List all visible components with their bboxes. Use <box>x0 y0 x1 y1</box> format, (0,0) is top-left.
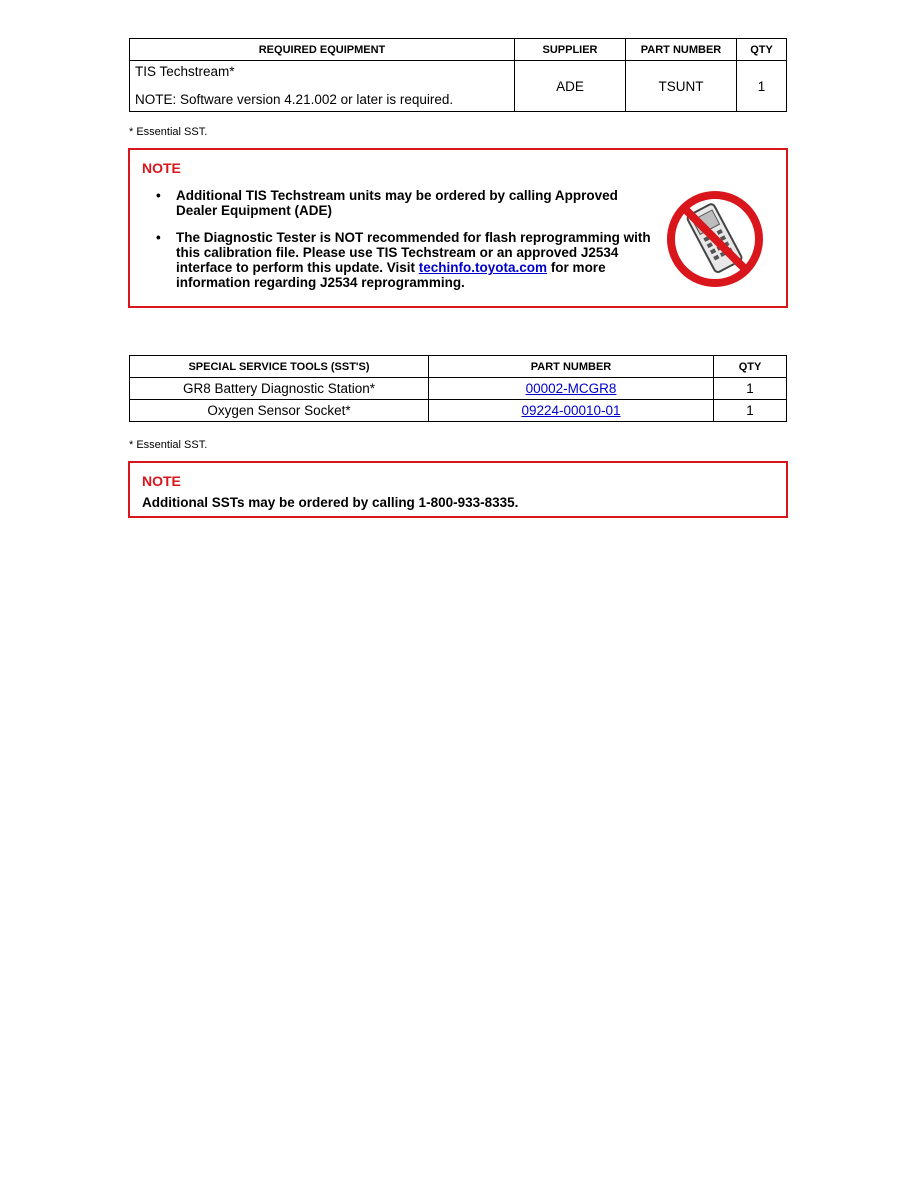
no-diagnostic-tester-icon <box>664 188 766 290</box>
equipment-note: NOTE: Software version 4.21.002 or later is required. <box>135 92 454 107</box>
note-title: NOTE <box>142 160 181 176</box>
qty-cell: 1 <box>714 400 787 422</box>
note-title: NOTE <box>142 473 181 489</box>
note-box <box>128 148 788 308</box>
table-row <box>130 378 787 400</box>
equipment-item: TIS Techstream* <box>135 64 235 79</box>
col-part-number: PART NUMBER <box>429 356 714 378</box>
bullet-icon: • <box>156 230 161 245</box>
qty-cell: 1 <box>737 61 787 112</box>
note-bullet-list <box>156 188 656 302</box>
part-number-link[interactable]: 09224-00010-01 <box>521 403 621 418</box>
tool-cell: Oxygen Sensor Socket* <box>130 400 429 422</box>
col-required-equipment: REQUIRED EQUIPMENT <box>130 39 515 61</box>
part-number-cell: TSUNT <box>626 61 737 112</box>
col-part-number: PART NUMBER <box>626 39 737 61</box>
equipment-cell <box>130 61 515 112</box>
part-number-cell <box>429 400 714 422</box>
note-bullet-text-end: for more information regarding J2534 reprogramming. <box>176 260 606 290</box>
col-qty: QTY <box>737 39 787 61</box>
bullet-icon: • <box>156 188 161 203</box>
note-bullet <box>156 230 656 290</box>
required-equipment-table <box>129 38 787 112</box>
techinfo-link[interactable]: techinfo.toyota.com <box>418 260 548 275</box>
table-row <box>130 61 787 112</box>
note-box <box>128 461 788 518</box>
note-bullet-text: Additional TIS Techstream units may be ordered by calling Approved Dealer Equipment (ADE) <box>176 188 618 218</box>
footnote-essential-sst: * Essential SST. <box>129 439 208 451</box>
supplier-cell: ADE <box>515 61 626 112</box>
footnote-essential-sst: * Essential SST. <box>129 126 208 138</box>
note-text: Additional SSTs may be ordered by calling 1-800-933-8335. <box>142 495 519 510</box>
note-bullet <box>156 188 656 218</box>
tool-cell: GR8 Battery Diagnostic Station* <box>130 378 429 400</box>
part-number-cell <box>429 378 714 400</box>
col-sst: SPECIAL SERVICE TOOLS (SST'S) <box>130 356 429 378</box>
special-service-tools-table <box>129 355 787 422</box>
col-supplier: SUPPLIER <box>515 39 626 61</box>
table-row <box>130 400 787 422</box>
note-bullet-text: The Diagnostic Tester is NOT recommended for flash reprogramming with this calibration file. Please use TIS Techstream or an approved J2534 interface to perform this update. Visit <box>176 230 651 275</box>
col-qty: QTY <box>714 356 787 378</box>
part-number-link[interactable]: 00002-MCGR8 <box>525 381 617 396</box>
qty-cell: 1 <box>714 378 787 400</box>
